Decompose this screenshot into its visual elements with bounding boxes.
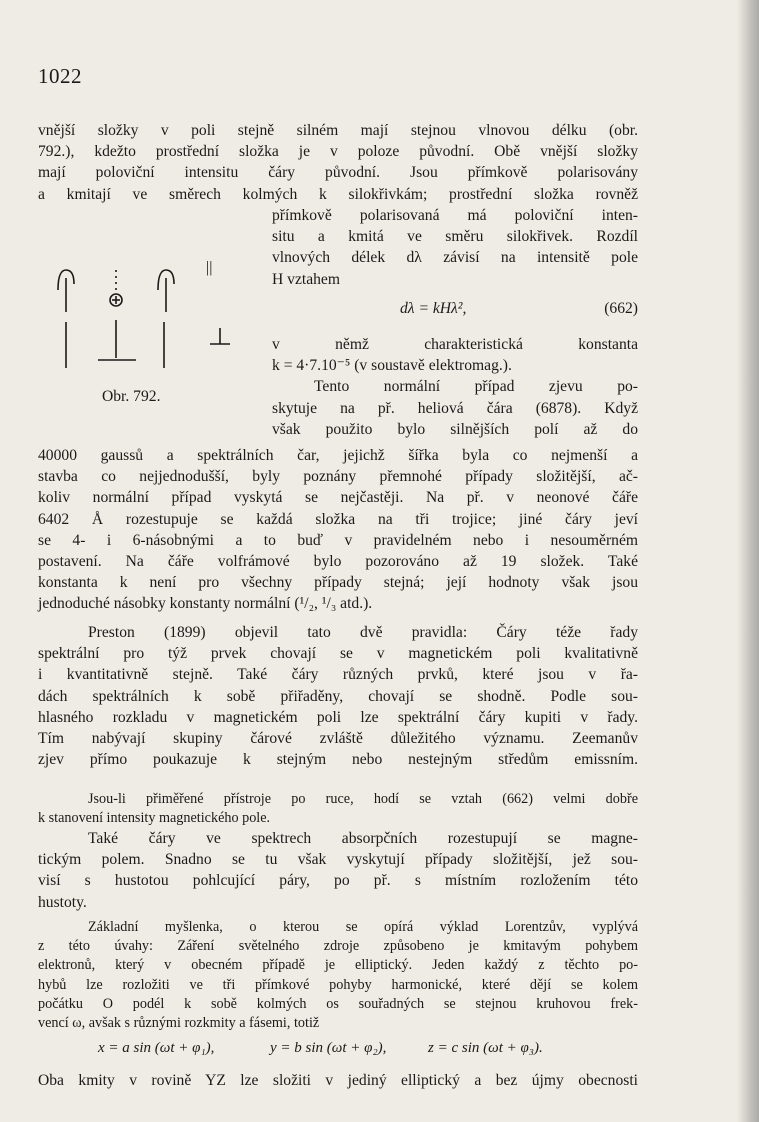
text-line: vencí ω, avšak s různými rozkmity a fásemi, totiž — [38, 1015, 320, 1032]
text-line: koliv normální případ vyskytá se nejčastěji. Na př. v neonové čáře — [38, 489, 638, 507]
text-line: postavení. Na čáře volfrámové bylo pozorováno až 19 složek. Také — [38, 553, 638, 571]
text-line: vlnových délek dλ závisí na intensitě pole — [272, 249, 638, 267]
text-line: Oba kmity v rovině YZ lze složiti v jediný elliptický a bez újmy obecnosti — [38, 1072, 638, 1089]
text-line: 40000 gaussů a spektrálních čar, jejichž šířka byla co nejmenší a — [38, 447, 638, 464]
text-line: stavba co nejjednodušší, byly poznány přemnohé případy složitější, ač- — [38, 468, 638, 486]
text-line: v němž charakteristická konstanta — [272, 336, 638, 353]
text-line: spektrální pro týž prvek chovají se v magnetickém poli kvalitativně — [38, 645, 638, 663]
equation-formula: dλ = kHλ², — [400, 300, 467, 317]
paragraph-2-wide — [38, 445, 638, 615]
text-line: 6402 Å rozestupuje se každá složka na tři trojice; jiné čáry jeví — [38, 510, 638, 528]
equation-x: x = a sin (ωt + φ₁), — [98, 1040, 215, 1056]
text-line: Preston (1899) objevil tato dvě pravidla: Čáry téže řady — [88, 624, 638, 641]
text-line: hybů lze rozložiti ve tři přímkové pohyby harmonické, které dějí se kolem — [38, 976, 638, 993]
text-line: Jsou-li přiměřené přístroje po ruce, hodí se vztah (662) velmi dobře — [88, 791, 638, 807]
paragraph-1-narrow — [272, 205, 638, 290]
equations-xyz — [38, 1040, 638, 1062]
text-line: 792.), kdežto prostřední složka je v poloze původní. Obě vnější složky — [38, 143, 638, 161]
text-line: přímkově polarisovaná má poloviční inten- — [272, 207, 638, 224]
note-2 — [38, 918, 638, 1033]
paragraph-4 — [38, 828, 638, 913]
zeeman-diagram — [38, 250, 268, 385]
equation-number: (662) — [604, 300, 638, 317]
equation-y: y = b sin (ωt + φ₂), — [270, 1040, 387, 1056]
text-line: však použito bylo silnějších polí až do — [272, 420, 638, 438]
text-line: Tento normální případ zjevu po- — [314, 378, 638, 396]
text-line: k stanovení intensity magnetického pole. — [38, 810, 271, 827]
text-line: a kmitají ve směrech kolmých k silokřivkám; prostřední složka rovněž — [38, 185, 638, 203]
parallel-symbol: || — [206, 259, 213, 276]
equation-z: z = c sin (ωt + φ₃). — [428, 1040, 543, 1056]
paragraph-3 — [38, 622, 638, 770]
page-edge-shadow — [737, 0, 759, 1122]
text-line: konstanta k není pro všechny případy stejná; její hodnoty však jsou — [38, 574, 638, 592]
text-line: hustoty. — [38, 893, 87, 911]
text-line: zjev přímo poukazuje k stejným nebo nestejným středům emissním. — [38, 751, 638, 769]
text-line: k = 4·7.10⁻⁵ (v soustavě elektromag.). — [272, 357, 512, 375]
note-1 — [38, 790, 638, 828]
text-line: se 4- i 6-násobnými a to buď v pravidelném nebo i nesouměrném — [38, 531, 638, 549]
equation-662 — [272, 300, 638, 322]
text-line: Základní myšlenka, o kterou se opírá výklad Lorentzův, vyplývá — [88, 919, 638, 935]
last-line — [38, 1070, 638, 1091]
text-line: i kvantitativně stejně. Také čáry různých prvků, které jsou v řa- — [38, 666, 638, 684]
page-number: 1022 — [38, 64, 82, 88]
text-line: visí s hustotou pohlcující páry, po př. s místním rozložením této — [38, 872, 638, 890]
text-line: z této úvahy: Záření světelného zdroje způsobeno je kmitavým pohybem — [38, 938, 638, 955]
text-line: skytuje na př. heliová čára (6878). Když — [272, 399, 638, 417]
text-line: tickým polem. Snadno se tu však vyskytují případy složitější, jež sou- — [38, 851, 638, 869]
text-line: H vztahem — [272, 270, 340, 288]
text-line: Tím nabývají skupiny čárové zvláště důležitého významu. Zeemanův — [38, 730, 638, 748]
figure-caption: Obr. 792. — [102, 388, 161, 405]
paragraph-2-narrow — [272, 334, 638, 440]
text-line: jednoduché násobky konstanty normální (¹/₂, ¹/₃ atd.). — [38, 595, 373, 613]
zeeman-figure — [38, 250, 268, 385]
text-line: Také čáry ve spektrech absorpčních rozestupují se magne- — [88, 830, 638, 847]
text-line: hlasného rozkladu v magnetickém poli lze spektrální čáry kupiti v řady. — [38, 708, 638, 726]
text-line: elektronů, který v obecném případě je elliptický. Jeden každý z těchto po- — [38, 957, 638, 974]
text-line: vnější složky v poli stejně silném mají stejnou vlnovou délku (obr. — [38, 122, 638, 139]
text-line: dách spektrálních k sobě přiřaděny, chovají se shodně. Podle sou- — [38, 687, 638, 705]
paragraph-1 — [38, 120, 638, 205]
text-line: počátku O podél k sobě kolmých os souřadných se stejnou kruhovou frek- — [38, 995, 638, 1012]
text-line: mají poloviční intensitu čáry původní. Jsou přímkově polarisovány — [38, 164, 638, 182]
text-line: situ a kmitá ve směru silokřivek. Rozdíl — [272, 228, 638, 246]
